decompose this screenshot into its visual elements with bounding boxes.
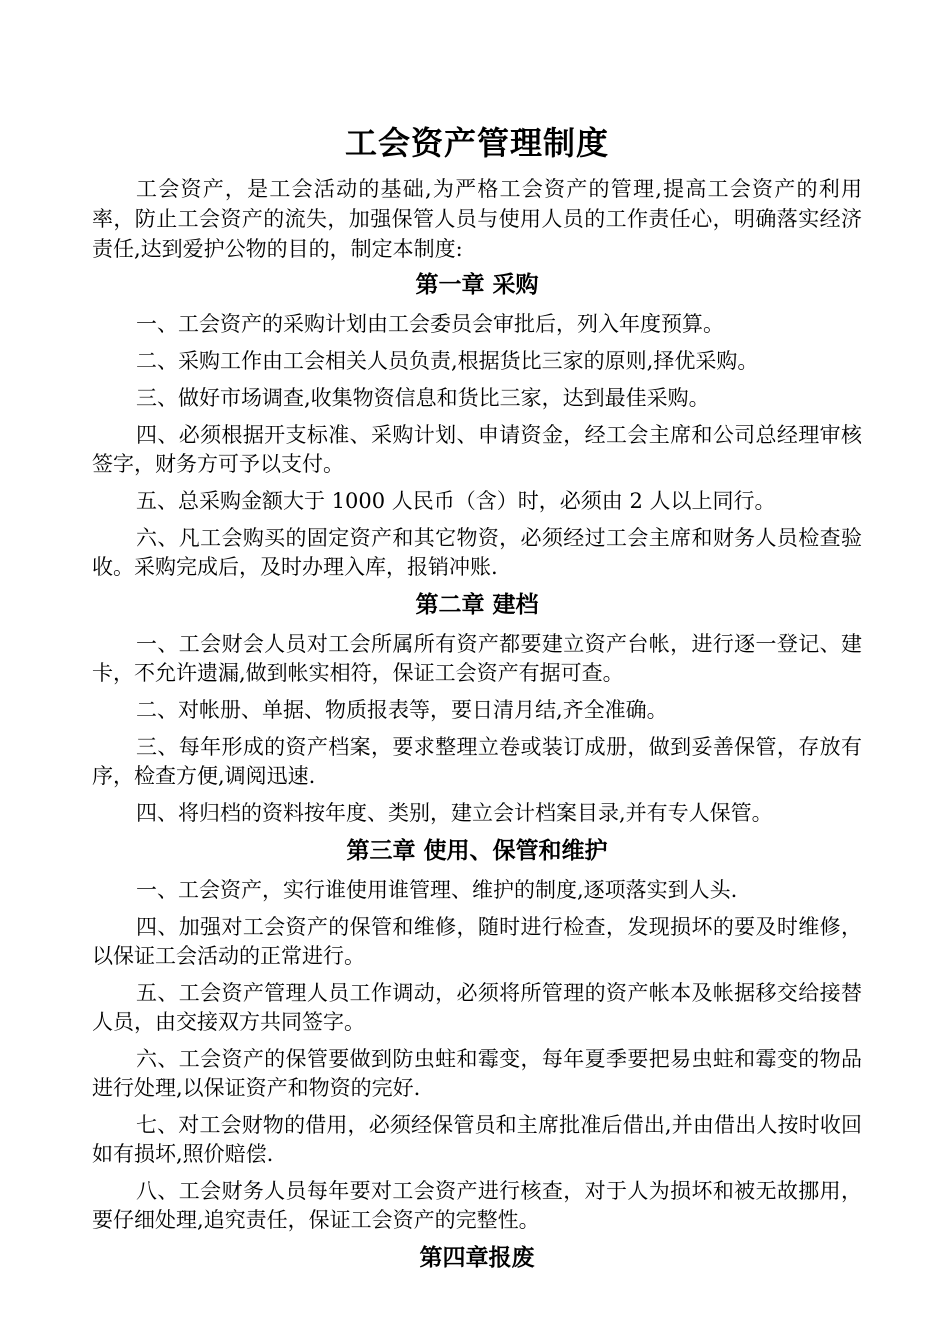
clause: 六、工会资产的保管要做到防虫蛀和霉变，每年夏季要把易虫蛀和霉变的物品进行处理,以保证资产和物资的完好. — [92, 1047, 862, 1100]
clause: 五、工会资产管理人员工作调动，必须将所管理的资产帐本及帐据移交给接替人员，由交接双方共同签字。 — [92, 981, 862, 1034]
clause: 五、总采购金额大于 1000 人民币（含）时，必须由 2 人以上同行。 — [136, 489, 776, 513]
chapter-3 — [92, 836, 862, 1235]
intro-paragraph: 工会资产，是工会活动的基础,为严格工会资产的管理,提高工会资产的利用率，防止工会资产的流失，加强保管人员与使用人员的工作责任心，明确落实经济责任,达到爱护公物的目的，制定本制度: — [92, 177, 862, 261]
chapter-4 — [92, 1243, 862, 1273]
clause: 一、工会财会人员对工会所属所有资产都要建立资产台帐，进行逐一登记、建卡，不允许遗漏,做到帐实相符，保证工会资产有据可查。 — [92, 632, 862, 685]
clause: 八、工会财务人员每年要对工会资产进行核查，对于人为损坏和被无故挪用，要仔细处理,追究责任，保证工会资产的完整性。 — [92, 1179, 862, 1232]
clause: 四、加强对工会资产的保管和维修，随时进行检查，发现损坏的要及时维修，以保证工会活动的正常进行。 — [92, 915, 862, 968]
clause: 四、将归档的资料按年度、类别，建立会计档案目录,并有专人保管。 — [136, 801, 773, 825]
document-title: 工会资产管理制度 — [344, 124, 609, 162]
chapter-heading: 第四章报废 — [419, 1245, 535, 1271]
clause: 三、每年形成的资产档案，要求整理立卷或装订成册，做到妥善保管，存放有序，检查方便,调阅迅速. — [92, 735, 862, 788]
clause: 二、对帐册、单据、物质报表等，要日清月结,齐全准确。 — [136, 698, 668, 722]
clause: 一、工会资产，实行谁使用谁管理、维护的制度,逐项落实到人头. — [136, 878, 738, 902]
chapter-heading: 第二章 建档 — [415, 592, 539, 618]
chapter-1 — [92, 270, 862, 582]
clause: 四、必须根据开支标准、采购计划、申请资金，经工会主席和公司总经理审核签字，财务方可予以支付。 — [92, 423, 862, 476]
document-page — [92, 118, 862, 1283]
chapter-heading: 第三章 使用、保管和维护 — [346, 838, 608, 864]
clause: 二、采购工作由工会相关人员负责,根据货比三家的原则,择优采购。 — [136, 349, 759, 373]
clause: 六、凡工会购买的固定资产和其它物资，必须经过工会主席和财务人员检查验收。采购完成后，及时办理入库，报销冲账. — [92, 526, 862, 579]
chapter-2 — [92, 590, 862, 828]
clause: 一、工会资产的采购计划由工会委员会审批后，列入年度预算。 — [136, 312, 724, 336]
clause: 七、对工会财物的借用，必须经保管员和主席批准后借出,并由借出人按时收回如有损坏,照价赔偿. — [92, 1113, 862, 1166]
chapter-heading: 第一章 采购 — [415, 272, 539, 298]
clause: 三、做好市场调查,收集物资信息和货比三家，达到最佳采购。 — [136, 386, 710, 410]
